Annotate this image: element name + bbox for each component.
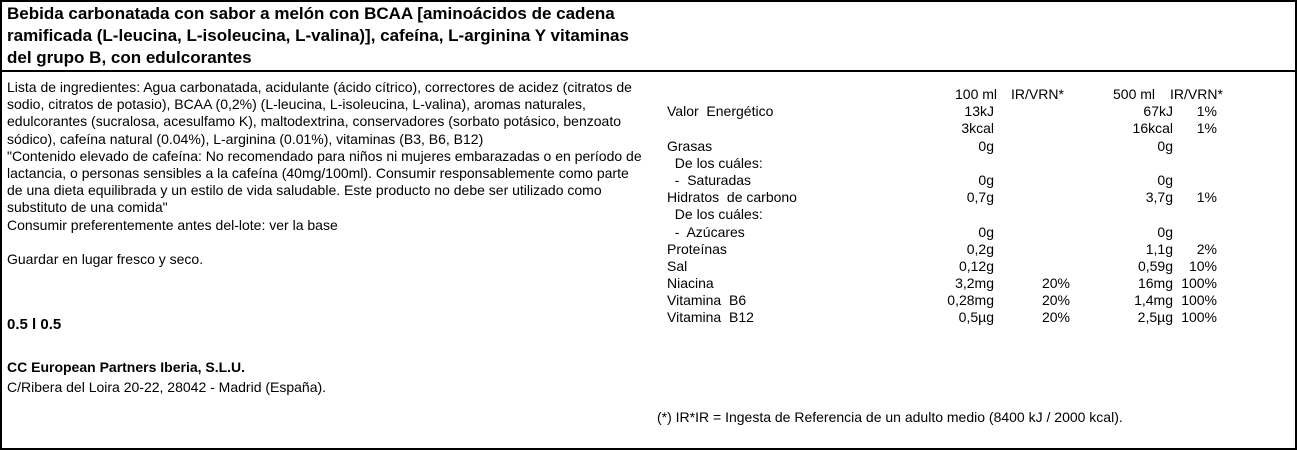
nutrition-cell-name: Proteínas xyxy=(667,240,727,257)
nutrition-cell-v100: 0g xyxy=(978,137,994,154)
company-block xyxy=(7,357,326,397)
nutrition-cell-v100: 0g xyxy=(978,171,994,188)
nutrition-cell-name: Vitamina B6 xyxy=(667,292,747,309)
nutrition-row xyxy=(667,120,1227,137)
title-divider xyxy=(0,70,1295,72)
storage-text: Guardar en lugar fresco y seco. xyxy=(7,250,204,267)
nutrition-row xyxy=(667,309,1227,326)
nutrition-cell-v100: 13kJ xyxy=(964,103,994,120)
nutrition-cell-v100: 3kcal xyxy=(961,120,994,137)
nutrition-cell-r500: 2% xyxy=(1196,240,1217,257)
nutrition-cell-v500: 16kcal xyxy=(1132,120,1173,137)
nutrition-cell-name: Vitamina B12 xyxy=(667,309,754,326)
nutrition-table xyxy=(667,86,1227,327)
nutrition-cell-r500: 10% xyxy=(1188,257,1217,274)
nutrition-cell-r500: 100% xyxy=(1181,275,1217,292)
nutrition-row xyxy=(667,275,1227,292)
nutrition-cell-v100: 0,5µg xyxy=(958,309,994,326)
nutrition-footnote: (*) IR*IR = Ingesta de Referencia de un adulto medio (8400 kJ / 2000 kcal). xyxy=(657,409,1123,425)
nutrition-cell-v500: 16mg xyxy=(1137,275,1173,292)
nutrition-row xyxy=(667,103,1227,120)
header-500ml: 500 ml xyxy=(1113,86,1156,102)
header-ir-100: IR/VRN* xyxy=(1011,86,1064,102)
nutrition-cell-name: - Saturadas xyxy=(667,171,752,188)
nutrition-row xyxy=(667,258,1227,275)
nutrition-cell-r100: 20% xyxy=(1041,292,1070,309)
best-before-text: Consumir preferentemente antes del-lote: ver la base xyxy=(7,216,338,233)
nutrition-cell-r500: 1% xyxy=(1196,189,1217,206)
nutrition-row xyxy=(667,189,1227,206)
nutrition-cell-v500: 2,5µg xyxy=(1137,309,1173,326)
nutrition-cell-r500: 100% xyxy=(1181,292,1217,309)
nutrition-header xyxy=(667,86,1227,103)
nutrition-cell-name: Niacina xyxy=(667,275,714,292)
nutrition-cell-v500: 67kJ xyxy=(1143,103,1173,120)
header-100ml: 100 ml xyxy=(955,86,998,102)
nutrition-cell-r500: 1% xyxy=(1196,120,1217,137)
nutrition-cell-r100: 20% xyxy=(1041,309,1070,326)
nutrition-row xyxy=(667,138,1227,155)
nutrition-row xyxy=(667,155,1227,172)
nutrition-cell-v500: 3,7g xyxy=(1145,189,1173,206)
nutrition-cell-v500: 0g xyxy=(1157,223,1173,240)
nutrition-cell-r500: 100% xyxy=(1181,309,1217,326)
nutrition-row xyxy=(667,292,1227,309)
company-name: CC European Partners Iberia, S.L.U. xyxy=(7,359,246,375)
nutrition-rows xyxy=(667,103,1227,326)
nutrition-cell-v100: 0,2g xyxy=(966,240,994,257)
nutrition-cell-v100: 0,7g xyxy=(966,189,994,206)
company-address: C/Ribera del Loira 20-22, 28042 - Madrid (España). xyxy=(7,379,327,395)
header-ir-500: IR/VRN* xyxy=(1170,86,1223,102)
product-info xyxy=(7,79,647,268)
nutrition-row xyxy=(667,172,1227,189)
nutrition-cell-r100: 20% xyxy=(1041,275,1070,292)
nutrition-row xyxy=(667,206,1227,223)
nutrition-cell-v100: 3,2mg xyxy=(955,275,994,292)
nutrition-cell-v500: 1,1g xyxy=(1145,240,1173,257)
nutrition-cell-name: Hidratos de carbono xyxy=(667,189,797,206)
product-title: Bebida carbonatada con sabor a melón con BCAA [aminoácidos de cadena ramificada (L-leucina, L-isoleucina, L-valina)], cafeína, L-arginina Y vitaminas del grupo B, con edulcorantes xyxy=(7,4,629,67)
nutrition-cell-r500: 1% xyxy=(1196,103,1217,120)
net-quantity: 0.5 l 0.5 xyxy=(7,316,62,333)
nutrition-row xyxy=(667,241,1227,258)
caffeine-warning: "Contenido elevado de cafeína: No recomendado para niños ni mujeres embarazadas o en período de lactancia, o personas sensibles a la cafeína (40mg/100ml). Consumir responsablemente como parte de una dieta equilibrada y un estilo de vida saludable. Este producto no debe ser utilizado como substituto de una comida" xyxy=(7,147,642,216)
nutrition-cell-name: Grasas xyxy=(667,137,713,154)
nutrition-cell-name: De los cuáles: xyxy=(667,206,763,223)
nutrition-cell-v500: 0,59g xyxy=(1137,257,1173,274)
nutrition-cell-v500: 0g xyxy=(1157,171,1173,188)
nutrition-cell-v100: 0g xyxy=(978,223,994,240)
ingredients-text: Lista de ingredientes: Agua carbonatada, acidulante (ácido cítrico), correctores de acidez (citratos de sodio, citratos de potasio), BCAA (0,2%) (L-leucina, L-isoleucina, L-valina), aromas naturales, edulcorantes (sucralosa, acesulfamo K), maltodextrina, conservadores (sorbato potásico, benzoato sódico), cafeína natural (0.04%), L-arginina (0.01%), vitaminas (B3, B6, B12) xyxy=(7,79,632,147)
nutrition-cell-name: - Azúcares xyxy=(667,223,745,240)
nutrition-cell-v500: 0g xyxy=(1157,137,1173,154)
nutrition-cell-v100: 0,28mg xyxy=(947,292,994,309)
nutrition-cell-name: Sal xyxy=(667,257,688,274)
nutrition-cell-name: De los cuáles: xyxy=(667,154,763,171)
nutrition-row xyxy=(667,224,1227,241)
nutrition-cell-v500: 1,4mg xyxy=(1134,292,1173,309)
nutrition-cell-v100: 0,12g xyxy=(958,257,994,274)
nutrition-cell-name: Valor Energético xyxy=(667,103,774,120)
